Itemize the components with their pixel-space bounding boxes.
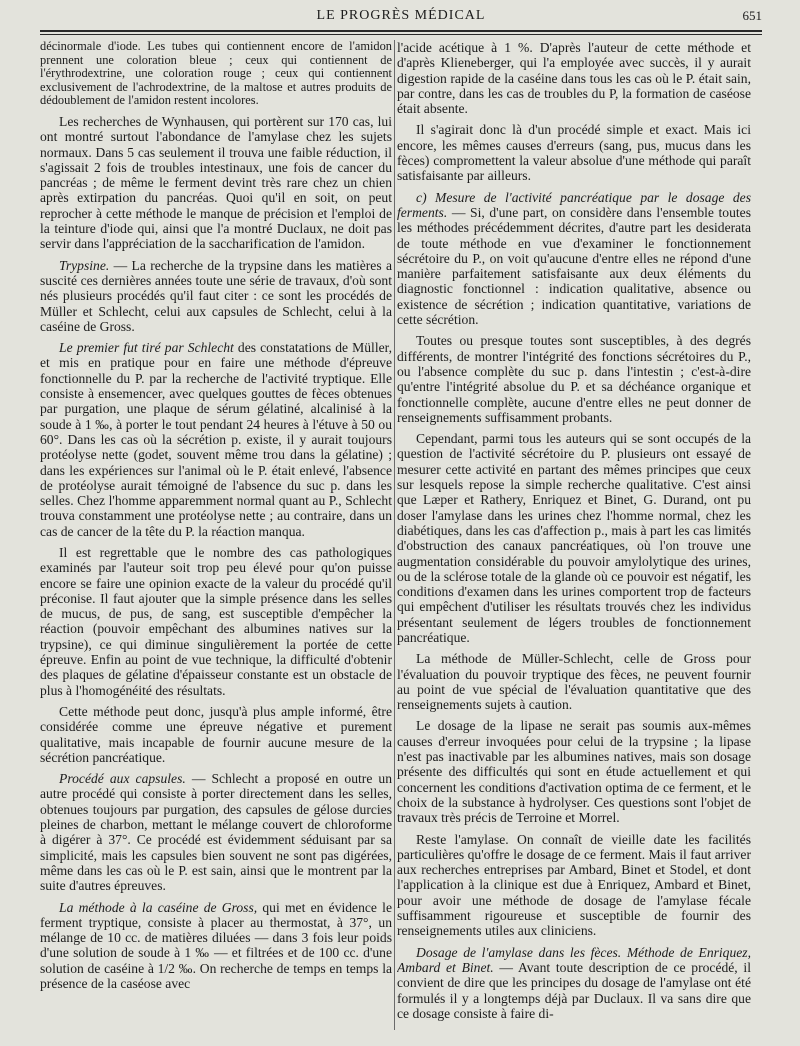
paragraph: l'acide acétique à 1 %. D'après l'auteur de cette méthode et d'après Klieneberger, qui l'a employée avec succès, il y aurait digestion rapide de la caséine dans tous les cas où le P. était sain, par contre, dans les cas de troubles du P, la formation de caséose était absente. (397, 40, 751, 117)
paragraph: Le dosage de la lipase ne serait pas soumis aux-mêmes causes d'erreur invoquées pour celui de la trypsine ; la lipase n'est pas inactivable par les albumines natives, mais son dosage présente des difficultés qui sont en étude actuellement et qui concernent les conditions d'activation optima de ce ferment, et le choix de la substance à hydrolyser. Ces questions sont l'objet de travaux très précis de Terroine et Morrel. (397, 718, 751, 826)
paragraph (40, 900, 392, 992)
paragraph-text: — La recherche de la trypsine dans les matières a suscité ces dernières années toute une série de travaux, d'où sont nés plusieurs procédés qu'il faut citer : ce sont les procédés de Müller et Schlecht, celui aux capsules de Schlecht, celui à la caséine de Gross. (40, 257, 392, 334)
section-heading: Procédé aux capsules. (59, 771, 186, 787)
section-heading: Dosage de l'amylase dans les fèces. Méthode de Enriquez, Ambard et Binet. (397, 944, 751, 975)
section-heading: Trypsine. (59, 257, 110, 273)
column-divider (394, 40, 395, 1030)
paragraph-text: — Avant toute description de ce procédé, il convient de dire que les principes du dosage de l'amylase ont été formulés il y a longtemps déjà par Duclaux. Il va sans dire que ce dosage consiste à faire di- (397, 959, 751, 1021)
paragraph: Toutes ou presque toutes sont susceptibles, à des degrés différents, de montrer l'intégrité des fonctions sécrétoires du P., ou l'absence complète du suc p. dans l'intestin ; c'est-à-dire qu'entre l'intégrité absolue du P. et sa déchéance organique et fonctionnelle complète, aucune d'entre elles ne peut donner de renseignements suffisamment probants. (397, 333, 751, 425)
journal-title: LE PROGRÈS MÉDICAL (316, 8, 486, 23)
paragraph: Il est regrettable que le nombre des cas pathologiques examinés par l'auteur soit trop peu élevé pour qu'on puisse encore se faire une opinion exacte de la valeur du procédé qu'il préconise. Il faut ajouter que la simple présence dans les selles de mucus, de pus, de sang, est susceptible d'empêcher la réaction (pouvoir empêchant des albumines natives sur la trypsine), ce qui diminue singulièrement la portée de cette épreuve. Enfin au point de vue technique, la difficulté d'obtenir des plaques de gélatine d'épaisseur constante est un obstacle de plus à l'homogénéité des résultats. (40, 544, 392, 698)
left-column (40, 40, 392, 1036)
paragraph: décinormale d'iode. Les tubes qui contiennent encore de l'amidon prennent une coloration bleue ; ceux qui contiennent de l'érythrodextrine, une coloration rouge ; ceux qui contiennent exclusivement de l'achrodextrine, de la maltose et autres produits de dédoublement de l'amidon restent incolores. (40, 40, 392, 108)
paragraph (40, 258, 392, 334)
paragraph: Cette méthode peut donc, jusqu'à plus ample informé, être considérée comme une épreuve négative et purement qualitative, mais incapable de fournir aucune mesure de la sécrétion pancréatique. (40, 703, 392, 765)
section-heading: Le premier fut tiré par Schlecht (59, 340, 234, 356)
paragraph (40, 771, 392, 893)
paragraph (40, 340, 392, 539)
section-heading: c) Mesure de l'activité pancréatique par le dosage des ferments. (397, 189, 751, 220)
paragraph (397, 945, 751, 1021)
paragraph: Les recherches de Wynhausen, qui portèrent sur 170 cas, lui ont montré surtout l'abondance de l'amylase chez les sujets normaux. Dans 5 cas seulement il trouva une faible réduction, il s'agissait 2 fois de troubles intestinaux, une fois de cancer du pancréas ; de même le ferment devint très rare chez un chien après extirpation du pancréas. Quoi qu'il en soit, on peut reprocher à cette méthode le manque de précision et l'emploi de la teinture d'iode qui, ainsi que l'a montré Duclaux, ne doit pas servir dans l'appréciation de la saccharification de l'amidon. (40, 113, 392, 252)
page-header (40, 6, 762, 28)
header-rule (40, 30, 762, 35)
paragraph-text: — Si, d'une part, on considère dans l'ensemble toutes les méthodes précédemment décrites, d'autre part les desiderata de toute méthode en vue d'examiner le fonctionnement sécrétoire du P., on voit qu'aucune d'entre elles ne répond d'une manière parfaitement satisfaisante aux deux éléments du diagnostic fonctionnel : indication qualitative, absence ou existence de sécrétion ; indication quantitative, variations de cette sécrétion. (397, 204, 751, 328)
paragraph: Cependant, parmi tous les auteurs qui se sont occupés de la question de l'activité sécrétoire du P. plusieurs ont essayé de mesurer cette activité en partant des mêmes principes que ceux sur lesquels repose la simple recherche qualitative. C'est ainsi que Læper et Rathery, Enriquez et Binet, G. Durand, ont pu doser l'amylase dans les urines chez l'homme normal, chez les diabétiques, dans les cas d'affection p., mais à part les cas limités d'obstruction des canaux pancréatiques, où l'on trouve une augmentation considérable du pouvoir amylolytique des urines, ou de la sclérose totale de la glande où ce pouvoir est négatif, les conditions d'examen dans les urines comportent trop de facteurs qui empêchent d'utiliser les résultats trouvés chez les individus présentant seulement de légers troubles de fonctionnement pancréatique. (397, 431, 751, 645)
paragraph-text: des constatations de Müller, et mis en pratique pour en faire une méthode d'épreuve fonctionnelle du P. par la recherche de l'activité tryptique. Elle consiste à ensemencer, avec quelques gouttes de fèces obtenues par purgation, une plaque de sérum gélatiné, alcalinisé à la soude à 1 ‰, à porter le tout pendant 24 heures à l'étuve à 50 ou 60°. Dans les cas où la sécrétion p. existe, il y aurait toujours protéolyse nette (godet, souvent même trou dans la gélatine) ; dans les expériences sur l'animal où le P. était enlevé, l'absence de protéolyse aurait témoigné de l'absence du suc p. dans les selles. Chez l'homme apparemment normal quant au P., Schlecht trouva constamment une protéolyse nette ; au contraire, dans un cas de cancer de la tête du P. la réaction manqua. (40, 340, 392, 539)
paragraph-text: — Schlecht a proposé en outre un autre procédé qui consiste à porter directement dans les selles, obtenues toujours par purgation, des capsules de gélose durcies pleines de charbon, mettant le mélange couvert de chloroforme à digérer à 37°. Ce procédé est évidemment séduisant par sa simplicité, mais les capsules bien souvent ne sont pas digérées, même dans les cas où le P. est sain, ainsi que le montrent par la suite d'autres épreuves. (40, 771, 392, 894)
paragraph (397, 190, 751, 328)
paragraph: La méthode de Müller-Schlecht, celle de Gross pour l'évaluation du pouvoir tryptique des fèces, ne peuvent fournir au point de vue spécial de l'évaluation quantitative que des renseignements sujets à caution. (397, 651, 751, 713)
right-column (397, 40, 751, 1036)
paragraph: Reste l'amylase. On connaît de vieille date les facilités particulières qu'offre le dosage de ce ferment. Mais il faut arriver aux recherches entreprises par Ambard, Binet et Stodel, et dont l'application à la clinique est due à Enriquez, Ambard et Binet, pour avoir une méthode de dosage de l'amylase fécale suffisamment rigoureuse et susceptible de fournir des renseignements utiles aux cliniciens. (397, 831, 751, 939)
section-heading: La méthode à la caséine de Gross, (59, 899, 258, 915)
paragraph: Il s'agirait donc là d'un procédé simple et exact. Mais ici encore, les mêmes causes d'erreurs (sang, pus, mucus dans les fèces) compromettent la valeur absolue d'une méthode qui paraît satisfaisante par ailleurs. (397, 122, 751, 184)
page-number: 651 (742, 8, 762, 23)
paragraph-text: qui met en évidence le ferment tryptique, consiste à placer au thermostat, à 37°, un mélange de 10 cc. de matières diluées — dans 3 fois leur poids d'une solution de soude à 1 ‰ — et filtrées et de 100 cc. d'une solution de caséine à 1/2 ‰. On recherche de temps en temps la présence de la caséose avec (40, 899, 392, 991)
